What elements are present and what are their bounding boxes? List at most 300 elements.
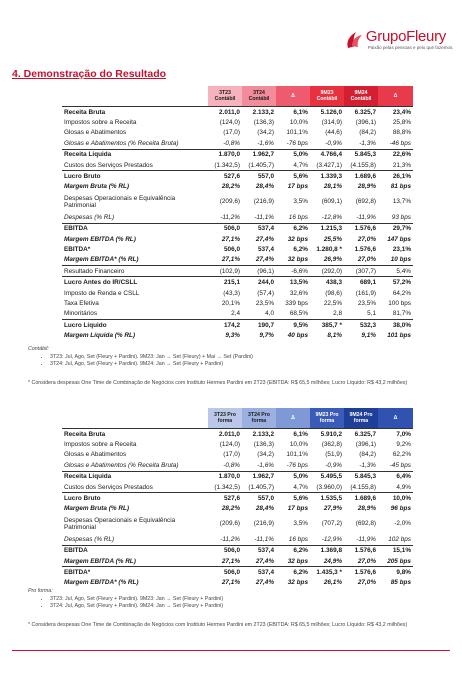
cell-value: 557,0	[242, 493, 276, 504]
cell-value: 1.280,8 *	[316, 245, 342, 253]
cell-value: 2.133,2	[242, 107, 276, 118]
cell-value: (102,9)	[208, 266, 242, 277]
col-header: 3T23 Contábil	[208, 86, 242, 107]
cell-value: 1.962,7	[242, 149, 276, 160]
table-row	[62, 429, 413, 440]
cell-value: 385,7 *	[310, 320, 344, 331]
table-row	[62, 212, 413, 223]
cell-value: 10,0%	[289, 441, 308, 449]
cell-value: 23,5%	[357, 299, 376, 307]
table-row	[62, 460, 413, 471]
table-row	[62, 514, 413, 534]
cell-value: 26,1%	[378, 171, 413, 182]
cell-value: (96,1)	[242, 266, 276, 277]
cell-value: (314,9)	[321, 119, 342, 127]
row-label: Minoritários	[64, 310, 98, 318]
cell-value: 537,4	[242, 567, 276, 578]
table-row	[62, 567, 413, 578]
col-header: Δ	[276, 86, 310, 107]
footer-divider	[12, 650, 450, 651]
note-item: • 3T24: Jul, Ago, Set (Fleury + Pardini). 9M24: Jan → Set (Fleury + Pardini)	[50, 361, 253, 369]
cell-value: 5.495,5	[310, 471, 344, 482]
cell-value: (216,9)	[253, 198, 274, 206]
brand-name: GrupoFleury	[365, 28, 446, 45]
table-row	[62, 160, 413, 171]
cell-value: 1.870,0	[208, 149, 242, 160]
cell-value: 93 bps	[391, 213, 411, 221]
cell-value: (84,2)	[359, 451, 376, 459]
row-label: Imposto de Renda e CSLL	[64, 289, 140, 297]
row-label: EBITDA*	[64, 245, 91, 253]
cell-value: 6,2%	[293, 245, 308, 253]
cell-value: 9,2%	[396, 441, 411, 449]
cell-value: 5,1	[367, 310, 376, 318]
cell-value: 24,9%	[323, 557, 342, 565]
cell-value: 28,4%	[255, 505, 274, 513]
cell-value: (692,8)	[355, 198, 376, 206]
table-row	[62, 471, 413, 482]
cell-value: 15,1%	[378, 545, 413, 556]
table-row	[62, 493, 413, 504]
row-label: Taxa Efetiva	[64, 299, 99, 307]
cell-value: 9,5%	[276, 320, 310, 331]
cell-value: 6,2%	[276, 223, 310, 234]
table-row	[62, 234, 413, 244]
cell-value: 5,6%	[276, 171, 310, 182]
cell-value: -11,2%	[220, 213, 240, 221]
cell-value: 190,7	[242, 320, 276, 331]
cell-value: (307,7)	[344, 266, 378, 277]
cell-value: 29,7%	[378, 223, 413, 234]
cell-value: 17 bps	[287, 505, 308, 513]
cell-value: 205 bps	[387, 557, 411, 565]
cell-value: (136,3)	[253, 441, 274, 449]
cell-value: (609,1)	[321, 198, 342, 206]
cell-value: 22,6%	[378, 149, 413, 160]
footnote-proforma: * Considera despesas One Time de Combinação de Negócios com Instituto Hermes Pardini em 2T23 (EBITDA: R$ 65,5 milhões; Lucro Líquido: R$ 43,2 milhões)	[28, 622, 408, 628]
cell-value: 6,1%	[276, 429, 310, 440]
cell-value: 1.576,6	[344, 545, 378, 556]
cell-value: 28,2%	[221, 183, 240, 191]
cell-value: 7,0%	[378, 429, 413, 440]
cell-value: 174,2	[208, 320, 242, 331]
cell-value: 13,5%	[276, 277, 310, 288]
cell-value: 5,0%	[276, 149, 310, 160]
cell-value: 10,0%	[289, 119, 308, 127]
cell-value: 23,4%	[378, 107, 413, 118]
cell-value: 22,5%	[323, 299, 342, 307]
row-label: Margem EBITDA* (% RL)	[64, 579, 139, 587]
cell-value: (57,4)	[257, 289, 274, 297]
table-row	[62, 482, 413, 493]
cell-value: 10 bps	[390, 256, 411, 264]
cell-value: 527,6	[208, 493, 242, 504]
cell-value: 102 bps	[388, 535, 411, 543]
cell-value: 62,2%	[392, 451, 411, 459]
cell-value: 27,0%	[357, 579, 376, 587]
cell-value: 5.845,3	[344, 149, 378, 160]
cell-value: 6,4%	[378, 471, 413, 482]
note-item: • 3T23: Jul, Ago, Set (Fleury + Pardini). 9M23: Jan → Set (Fleury + Pardini)	[50, 596, 223, 604]
cell-value: 5,6%	[276, 493, 310, 504]
table-row	[62, 223, 413, 234]
cell-value: 81,7%	[392, 310, 411, 318]
table-row	[62, 534, 413, 545]
cell-value: 21,3%	[392, 161, 411, 169]
table-row	[62, 288, 413, 298]
col-header: Δ	[378, 408, 413, 429]
row-label: Margem Líquida (% RL)	[64, 332, 136, 340]
row-label: Margem Bruta (% RL)	[64, 505, 129, 513]
cell-value: 215,1	[208, 277, 242, 288]
cell-value: -0,9%	[325, 139, 342, 147]
cell-value: -0,8%	[223, 461, 240, 469]
row-label: EBITDA	[62, 223, 208, 234]
cell-value: 32 bps	[287, 256, 308, 264]
cell-value: 32 bps	[287, 579, 308, 587]
cell-value: 23,5%	[255, 299, 274, 307]
cell-value: 28,9%	[357, 183, 376, 191]
table-row	[62, 450, 413, 460]
table-row	[62, 330, 413, 340]
row-label: Glosas e Abatimentos (% Receita Bruta)	[64, 461, 179, 469]
cell-value: 2,4	[231, 310, 240, 318]
cell-value: 2.011,0	[208, 107, 242, 118]
row-label: Despesas Operacionais e Equivalência Patrimonial	[64, 516, 176, 532]
cell-value: 27,4%	[255, 579, 274, 587]
row-label: Lucro Líquido	[62, 320, 208, 331]
cell-value: 6,2%	[276, 545, 310, 556]
cell-value: 9,8%	[378, 567, 413, 578]
cell-value: 5,0%	[276, 471, 310, 482]
cell-value: 1.962,7	[242, 471, 276, 482]
row-label: Margem Bruta (% RL)	[64, 183, 129, 191]
cell-value: 4,0	[265, 310, 274, 318]
income-statement-proforma-table	[62, 408, 413, 588]
row-label: Lucro Antes do IR/CSLL	[62, 277, 208, 288]
row-label: Margem EBITDA* (% RL)	[64, 256, 139, 264]
cell-value: 4,7%	[293, 161, 308, 169]
cell-value: 438,3	[310, 277, 344, 288]
row-label: Margem EBITDA (% RL)	[64, 557, 136, 565]
cell-value: (43,3)	[223, 289, 240, 297]
cell-value: 537,4	[242, 223, 276, 234]
cell-value: 17 bps	[287, 183, 308, 191]
table-row	[62, 192, 413, 212]
cell-value: (17,0)	[223, 451, 240, 459]
cell-value: -46 bps	[389, 139, 411, 147]
cell-value: 3,5%	[293, 198, 308, 206]
row-label: Custos dos Serviços Prestados	[64, 161, 153, 169]
cell-value: 1.339,3	[310, 171, 344, 182]
col-header: 9M24 Pro forma	[344, 408, 378, 429]
cell-value: 38,0%	[378, 320, 413, 331]
cell-value: 1.576,6	[344, 567, 378, 578]
cell-value: 16 bps	[288, 535, 308, 543]
cell-value: 1.215,3	[310, 223, 344, 234]
cell-value: -1,3%	[359, 461, 376, 469]
cell-value: 9,3%	[225, 332, 240, 340]
cell-value: 28,2%	[221, 505, 240, 513]
notes-accounting	[28, 346, 253, 369]
cell-value: 244,0	[242, 277, 276, 288]
cell-value: 27,0%	[357, 256, 376, 264]
cell-value: -0,8%	[223, 139, 240, 147]
col-header: 9M23 Contábil	[310, 86, 344, 107]
cell-value: 28,4%	[255, 183, 274, 191]
row-label: Receita Bruta	[62, 107, 208, 118]
cell-value: 100 bps	[388, 299, 411, 307]
col-header: 9M23 Pro forma	[310, 408, 344, 429]
cell-value: 506,0	[208, 545, 242, 556]
table-row	[62, 545, 413, 556]
cell-value: 27,0%	[357, 235, 376, 243]
cell-value: (17,0)	[223, 129, 240, 137]
cell-value: 1.689,6	[344, 493, 378, 504]
cell-value: 64,2%	[392, 289, 411, 297]
cell-value: -11,1%	[254, 535, 274, 543]
cell-value: 147 bps	[387, 235, 411, 243]
cell-value: -11,9%	[356, 535, 376, 543]
cell-value: -45 bps	[389, 461, 411, 469]
row-label: Despesas (% RL)	[64, 213, 115, 221]
table-row	[62, 298, 413, 308]
cell-value: 81 bps	[390, 183, 411, 191]
cell-value: 28,9%	[357, 505, 376, 513]
table-row	[62, 182, 413, 192]
table-row	[62, 244, 413, 254]
cell-value: 25,5%	[323, 235, 342, 243]
table-row	[62, 277, 413, 288]
cell-value: (3.427,1)	[316, 161, 342, 169]
notes-title: Pro forma:	[28, 588, 53, 594]
cell-value: 8,1%	[327, 332, 342, 340]
cell-value: 1.576,6	[354, 245, 376, 253]
table-row	[62, 504, 413, 514]
table-row	[62, 171, 413, 182]
cell-value: (4.155,8)	[350, 161, 376, 169]
cell-value: 23,1%	[392, 245, 411, 253]
cell-value: 9,1%	[361, 332, 376, 340]
table-row	[62, 439, 413, 449]
cell-value: 4,7%	[293, 483, 308, 491]
cell-value: 27,1%	[221, 579, 240, 587]
cell-value: 13,7%	[392, 198, 411, 206]
cell-value: 32 bps	[287, 235, 308, 243]
cell-value: (4.155,8)	[350, 483, 376, 491]
col-header: 3T24 Pro forma	[242, 408, 276, 429]
cell-value: 5.845,3	[344, 471, 378, 482]
cell-value: 101 bps	[387, 332, 411, 340]
cell-value: 20,1%	[221, 299, 240, 307]
cell-value: -6,6%	[276, 266, 310, 277]
cell-value: 27,1%	[221, 557, 240, 565]
cell-value: -11,9%	[356, 213, 376, 221]
col-header: 3T23 Pro forma	[208, 408, 242, 429]
cell-value: 5.126,0	[310, 107, 344, 118]
note-item: • 3T24: Jul, Ago, Set (Fleury + Pardini). 9M24: Jan → Set (Fleury + Pardini)	[50, 603, 223, 611]
cell-value: 27,4%	[255, 256, 274, 264]
cell-value: 101,1%	[286, 451, 308, 459]
cell-value: -1,6%	[257, 139, 274, 147]
table-row	[62, 266, 413, 277]
cell-value: (396,1)	[355, 119, 376, 127]
row-label: Lucro Bruto	[62, 171, 208, 182]
cell-value: (44,6)	[325, 129, 342, 137]
cell-value: 537,4	[242, 545, 276, 556]
brand-logo	[344, 28, 454, 50]
cell-value: 32 bps	[287, 557, 308, 565]
notes-proforma	[28, 588, 223, 611]
notes-title: Contábil:	[28, 346, 49, 352]
row-label: Glosas e Abatimentos (% Receita Bruta)	[64, 139, 179, 147]
cell-value: 27,0%	[357, 557, 376, 565]
cell-value: 2.011,0	[208, 429, 242, 440]
cell-value: -11,1%	[254, 213, 274, 221]
row-label: Glosas e Abatimentos	[64, 129, 127, 137]
cell-value: (362,8)	[321, 441, 342, 449]
row-label: Receita Bruta	[62, 429, 208, 440]
row-label: Impostos sobre a Receita	[64, 119, 137, 127]
col-header: Δ	[378, 86, 413, 107]
row-label: Receita Líquida	[62, 149, 208, 160]
cell-value: (84,2)	[359, 129, 376, 137]
cell-value: -0,9%	[325, 461, 342, 469]
table-row	[62, 309, 413, 320]
cell-value: (707,2)	[321, 520, 342, 528]
cell-value: 6,2%	[276, 567, 310, 578]
row-label: Margem EBITDA (% RL)	[64, 235, 136, 243]
row-label: Resultado Financeiro	[62, 266, 208, 277]
row-label: Lucro Bruto	[62, 493, 208, 504]
table-row	[62, 138, 413, 149]
cell-value: -11,2%	[220, 535, 240, 543]
cell-value: 5.910,2	[310, 429, 344, 440]
cell-value: (124,0)	[219, 119, 240, 127]
cell-value: 1.576,6	[344, 223, 378, 234]
cell-value: 532,3	[344, 320, 378, 331]
cell-value: -76 bps	[286, 139, 308, 147]
brand-tagline: Paixão pelas pessoas e pelo que fazemos.	[367, 45, 454, 50]
col-header: Δ	[276, 408, 310, 429]
footnote-accounting: * Considera despesas One Time de Combinação de Negócios com Instituto Hermes Pardini em 2T23 (EBITDA: R$ 65,5 milhões; Lucro Líquido: R$ 43,2 milhões)	[28, 380, 408, 386]
cell-value: 101,1%	[286, 129, 308, 137]
fleury-logo-icon	[344, 28, 364, 50]
cell-value: 527,6	[208, 171, 242, 182]
cell-value: 9,7%	[259, 332, 274, 340]
cell-value: -12,9%	[321, 535, 342, 543]
cell-value: 26,1%	[323, 579, 342, 587]
cell-value: 57,2%	[378, 277, 413, 288]
cell-value: (51,9)	[325, 451, 342, 459]
cell-value: -1,3%	[359, 139, 376, 147]
row-label: Custos dos Serviços Prestados	[64, 483, 153, 491]
cell-value: (216,9)	[253, 520, 274, 528]
cell-value: (1.342,5)	[214, 483, 240, 491]
cell-value: -2,0%	[394, 520, 411, 528]
cell-value: 3,5%	[293, 520, 308, 528]
cell-value: (34,2)	[257, 451, 274, 459]
cell-value: 557,0	[242, 171, 276, 182]
cell-value: 6,1%	[276, 107, 310, 118]
income-statement-accounting-table	[62, 86, 413, 341]
cell-value: 1.369,8	[310, 545, 344, 556]
cell-value: (161,9)	[355, 289, 376, 297]
cell-value: 1.870,0	[208, 471, 242, 482]
cell-value: 26,9%	[323, 256, 342, 264]
cell-value: (136,3)	[253, 119, 274, 127]
cell-value: (209,6)	[219, 198, 240, 206]
cell-value: (1.405,7)	[248, 161, 274, 169]
cell-value: (292,0)	[310, 266, 344, 277]
note-item: • 3T23: Jul, Ago, Set (Fleury + Pardini). 9M23: Jan → Set (Fleury) + Mai → Set (Pardini)	[50, 354, 253, 362]
table-row	[62, 149, 413, 160]
row-label: Despesas Operacionais e Equivalência Patrimonial	[64, 194, 176, 210]
cell-value: 6.325,7	[344, 429, 378, 440]
cell-value: 2,8	[333, 310, 342, 318]
col-header: 9M24 Contábil	[344, 86, 378, 107]
cell-value: 506,0	[224, 245, 240, 253]
cell-value: 32,6%	[289, 289, 308, 297]
cell-value: 506,0	[208, 567, 242, 578]
cell-value: 4,9%	[396, 483, 411, 491]
cell-value: (3.960,0)	[316, 483, 342, 491]
cell-value: 506,0	[208, 223, 242, 234]
cell-value: 1.435,3 *	[310, 567, 344, 578]
cell-value: 27,1%	[221, 235, 240, 243]
row-label: EBITDA*	[62, 567, 208, 578]
cell-value: 1.689,6	[344, 171, 378, 182]
cell-value: (98,6)	[325, 289, 342, 297]
cell-value: -12,8%	[321, 213, 342, 221]
row-label: Glosas e Abatimentos	[64, 451, 127, 459]
table-row	[62, 117, 413, 127]
cell-value: 2.133,2	[242, 429, 276, 440]
cell-value: 85 bps	[390, 579, 411, 587]
cell-value: 27,4%	[255, 235, 274, 243]
row-label: EBITDA	[62, 545, 208, 556]
cell-value: 16 bps	[288, 213, 308, 221]
table-row	[62, 128, 413, 138]
cell-value: 4.766,4	[310, 149, 344, 160]
cell-value: 28,1%	[323, 183, 342, 191]
cell-value: 27,9%	[323, 505, 342, 513]
table-row	[62, 320, 413, 331]
cell-value: (209,6)	[219, 520, 240, 528]
cell-value: 537,4	[258, 245, 274, 253]
col-header: 3T24 Contábil	[242, 86, 276, 107]
cell-value: 68,5%	[289, 310, 308, 318]
cell-value: (692,8)	[355, 520, 376, 528]
section-title: 4. Demonstração do Resultado	[12, 68, 167, 80]
row-label: Impostos sobre a Receita	[64, 441, 137, 449]
table-row	[62, 255, 413, 266]
cell-value: 96 bps	[390, 505, 411, 513]
cell-value: 88,8%	[392, 129, 411, 137]
cell-value: 10,0%	[378, 493, 413, 504]
cell-value: (1.342,5)	[214, 161, 240, 169]
cell-value: (34,2)	[257, 129, 274, 137]
cell-value: 25,8%	[392, 119, 411, 127]
table-row	[62, 556, 413, 567]
row-label: Receita Líquida	[62, 471, 208, 482]
cell-value: 689,1	[344, 277, 378, 288]
cell-value: (396,1)	[355, 441, 376, 449]
cell-value: -1,6%	[257, 461, 274, 469]
table-row	[62, 578, 413, 588]
cell-value: 6.325,7	[344, 107, 378, 118]
cell-value: 27,4%	[255, 557, 274, 565]
